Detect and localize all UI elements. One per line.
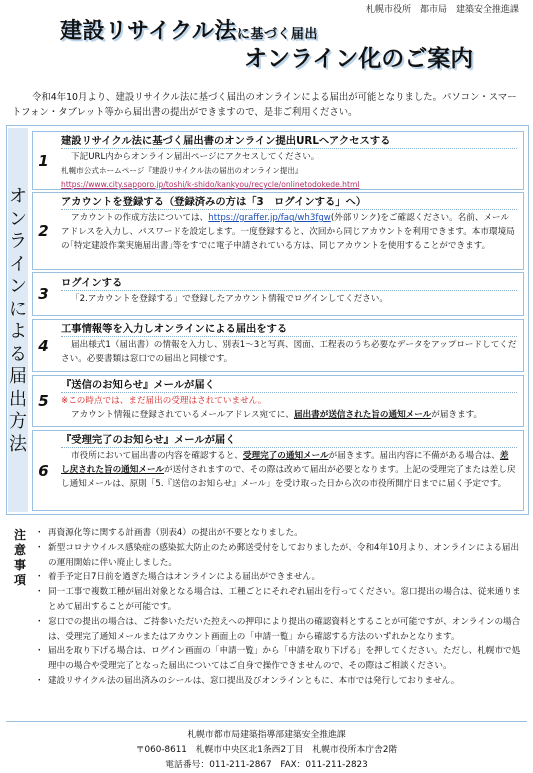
step-2 bbox=[32, 192, 524, 270]
step-number: 2 bbox=[38, 222, 49, 240]
footer-dept: 札幌市都市局建築指導部建築安全推進課 bbox=[187, 730, 346, 740]
footer-phone: 電話番号：011-211-2867 FAX：011-211-2823 bbox=[165, 760, 368, 770]
step-text: 市役所において届出書の内容を確認すると、受理完了の通知メールが届きます。届出内容に不備がある場合は、差し戻された旨の通知メールが送付されますので、その際は改めて届出が必要となります。上記の受理完了または差し戻し通知メールは、原則「5.『送信のお知らせ』メール」を受け取った日から次の市役所開庁日までに届く予定です。 bbox=[61, 451, 516, 489]
title-small: に基づく届出 bbox=[236, 27, 318, 42]
step-text: 下記URL内からオンライン届出ページにアクセスしてください。 bbox=[71, 152, 320, 162]
step-text: 札幌市公式ホームページ『建設リサイクル法の届出のオンライン提出』 bbox=[61, 166, 303, 175]
step-6 bbox=[32, 430, 524, 511]
footer-address: 〒060-8611 札幌市中央区北1条西2丁目 札幌市役所本庁舎2階 bbox=[135, 745, 398, 755]
step-title: 『受理完了のお知らせ』メールが届く bbox=[61, 434, 517, 448]
note-item: ・ 着手予定日7日前を過ぎた場合はオンラインによる届出ができません。 bbox=[37, 570, 521, 585]
step-text: アカウントの作成方法については、https://graffer.jp/faq/wh3fgw(外部リンク)をご確認ください。名前、メールアドレスを入力し、パスワードを設定します。一度登録すると、次回から同じアカウントを利用できます。本市環境局の｢特定建設作業実施届出書｣等をすでに電子申請されている方は、同じアカウントを使用することができます。 bbox=[61, 213, 515, 251]
step-1 bbox=[32, 131, 524, 190]
step-title: 『送信のお知らせ』メールが届く bbox=[61, 379, 517, 393]
note-item: ・ 新型コロナウイルス感染症の感染拡大防止のため郵送受付をしておりましたが、令和4年10月より、オンラインによる届出の運用開始に伴い廃止しました。 bbox=[37, 541, 521, 571]
step-title: 工事情報等を入力しオンラインによる届出をする bbox=[61, 323, 517, 337]
step-title: アカウントを登録する（登録済みの方は「3 ログインする」へ） bbox=[61, 196, 517, 210]
page-subtitle: オンライン化のご案内 bbox=[244, 46, 474, 72]
step-number: 4 bbox=[38, 336, 49, 355]
note-item: ・ 同一工事で複数工種が届出対象となる場合は、工種ごとにそれぞれ届出を行ってください。窓口提出の場合は、従来通りまとめて届出することが可能です。 bbox=[37, 585, 521, 615]
note-item: ・ 建設リサイクル法の届出済みのシールは、窓口提出及びオンラインともに、本市では発行しておりません。 bbox=[37, 674, 521, 689]
intro-text: 令和4年10月より、建設リサイクル法に基づく届出のオンラインによる届出が可能となりました。パソコン・スマートフォン・タブレット等から届出書の提出ができますので、是非ご利用ください。 bbox=[12, 92, 517, 118]
online-form-link[interactable]: https://www.city.sapporo.jp/toshi/k-shido/kankyou/recycle/onlinetodokede.html bbox=[61, 180, 360, 189]
step-4 bbox=[32, 319, 524, 372]
notes-list bbox=[37, 526, 521, 689]
step-5 bbox=[32, 375, 524, 427]
notes-label: 注意事項 bbox=[13, 528, 26, 587]
step-text: アカウント情報に登録されているメールアドレス宛てに、届出書が送信された旨の通知メールが届きます。 bbox=[71, 410, 483, 420]
step-number: 3 bbox=[38, 285, 49, 303]
procedure-side-title: オンラインによる届出方法 bbox=[8, 128, 28, 512]
warning-text: ※この時点では、まだ届出の受理はされていません。 bbox=[61, 396, 267, 406]
graffer-faq-link[interactable]: https://graffer.jp/faq/wh3fgw bbox=[208, 213, 331, 223]
title-main: 建設リサイクル法 bbox=[60, 19, 237, 44]
step-number: 6 bbox=[38, 461, 49, 480]
note-item: ・ 再資源化等に関する計画書（別表4）の提出が不要となりました。 bbox=[37, 526, 521, 541]
step-number: 1 bbox=[38, 151, 49, 170]
org-name: 札幌市役所 都市局 建築安全推進課 bbox=[365, 5, 519, 15]
step-title: ログインする bbox=[61, 277, 517, 291]
step-3 bbox=[32, 272, 524, 316]
footer-divider bbox=[6, 721, 527, 722]
step-text: 「2.アカウントを登録する」で登録したアカウント情報でログインしてください。 bbox=[71, 294, 388, 304]
step-number: 5 bbox=[38, 392, 49, 410]
step-text: 届出様式1（届出書）の情報を入力し、別表1～3と写真、図面、工程表のうち必要なデータをアップロードしてください。必要書類は窓口での届出と同様です。 bbox=[61, 340, 517, 364]
note-item: ・ 窓口での提出の場合は、ご持参いただいた控えへの押印により提出の確認資料とすることが可能ですが、オンラインの場合は、受理完了通知メールまたはアカウント画面上の「申請一覧」から確認する方法のいずれかとなります。 bbox=[37, 615, 521, 645]
note-item: ・ 届出を取り下げる場合は、ログイン画面の「申請一覧」から「申請を取り下げる」を押してください。ただし、札幌市で処理中の場合や受理完了となった届出についてはご自身で操作できませんので、その際はご相談ください。 bbox=[37, 644, 521, 674]
step-title: 建設リサイクル法に基づく届出書のオンライン提出URLへアクセスする bbox=[61, 135, 517, 149]
footer-contact bbox=[0, 728, 533, 773]
